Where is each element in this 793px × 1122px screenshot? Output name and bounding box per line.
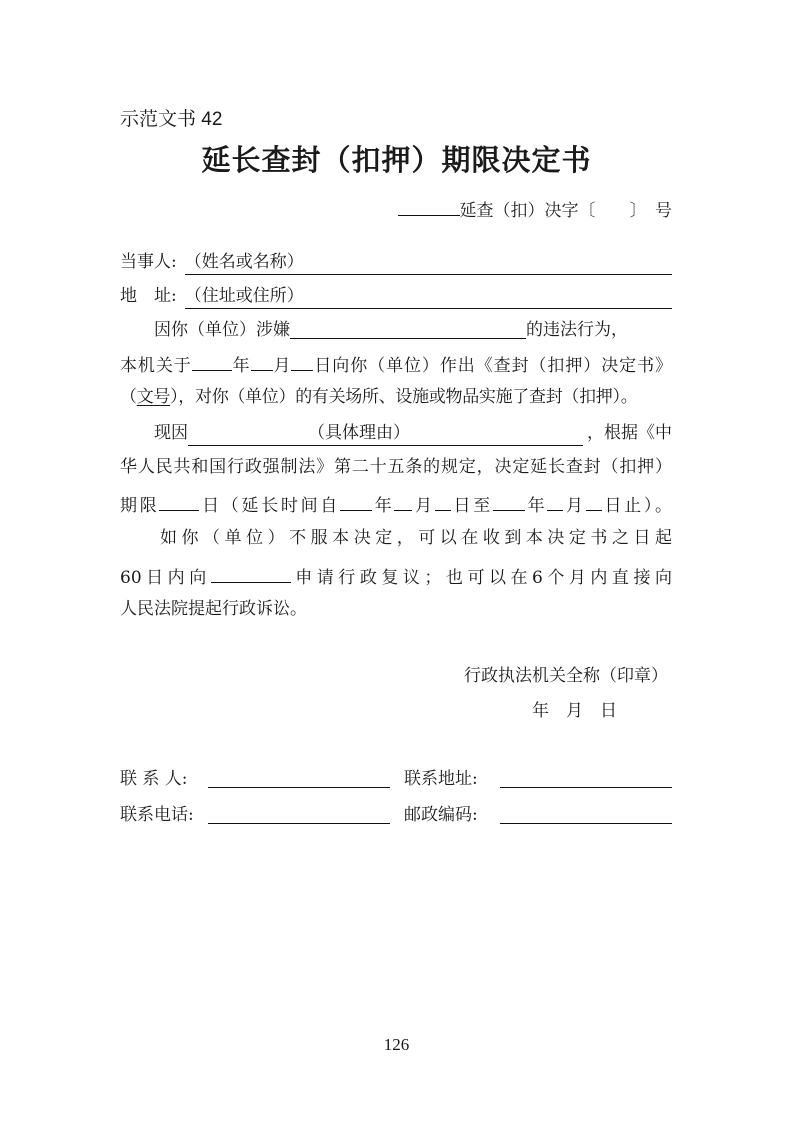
party-field	[185, 250, 672, 275]
blank	[394, 490, 412, 511]
text: 因你（单位）涉嫌	[154, 320, 290, 340]
blank	[291, 350, 313, 371]
blank	[251, 350, 273, 371]
text: 的违法行为，	[526, 320, 628, 340]
body-line-8	[120, 562, 672, 590]
address-field	[185, 284, 672, 309]
postcode-field	[500, 803, 672, 824]
document-number-hint: 文号	[136, 387, 171, 407]
text: 日向你（单位）作出《查封（扣押）决定书》	[313, 356, 673, 376]
text: 华人民共和国行政强制法》第二十五条的规定，决定延长查封（扣押）	[120, 457, 672, 477]
text: 月	[272, 356, 292, 376]
reason-hint: （具体理由）	[308, 423, 410, 443]
party-row	[120, 250, 672, 275]
blank	[586, 490, 602, 511]
text: ，根据《中	[587, 423, 672, 443]
contact-phone-field	[208, 803, 390, 824]
body-line-9	[120, 597, 672, 621]
offense-blank	[290, 318, 526, 339]
document-label: 示范文书 42	[120, 109, 223, 130]
address-hint: （住址或住所）	[184, 286, 304, 306]
text: 申请行政复议；也可以在6个月内直接向	[290, 568, 672, 588]
postcode-label: 邮政编码:	[404, 805, 478, 825]
body-line-2	[120, 350, 672, 378]
contact-address-field	[500, 767, 672, 788]
contact-person-label: 联 系 人:	[120, 769, 188, 789]
party-label: 当事人:	[120, 252, 177, 272]
text: 年	[372, 496, 395, 516]
contact-row-2	[120, 803, 672, 827]
body-line-1	[120, 318, 672, 342]
text: 如你（单位）不服本决定，可以在收到本决定书之日起	[160, 528, 672, 548]
contact-row-1	[120, 767, 672, 791]
body-line-3	[120, 385, 672, 409]
blank	[192, 350, 232, 371]
text: 年	[231, 356, 251, 376]
text: 年	[524, 496, 548, 516]
contact-phone-label: 联系电话:	[120, 805, 194, 825]
text: 期限	[120, 496, 160, 516]
address-row	[120, 284, 672, 309]
text: 日（延长时间自	[199, 496, 341, 516]
text: 人民法院提起行政诉讼。	[120, 599, 307, 619]
text: 本机关于	[120, 356, 192, 376]
body-line-4	[120, 421, 672, 446]
blank	[547, 490, 563, 511]
text: 日至	[450, 496, 493, 516]
reference-number	[120, 195, 672, 223]
body-line-6	[120, 490, 672, 518]
blank	[340, 490, 372, 511]
text: 现因	[154, 423, 188, 443]
text: 月	[563, 496, 586, 516]
ref-text: 延查（扣）决字〔 〕 号	[459, 201, 672, 221]
signature-date: 年 月 日	[532, 701, 617, 721]
ref-prefix-blank	[398, 195, 460, 216]
party-hint: （姓名或名称）	[184, 252, 304, 272]
blank	[435, 490, 451, 511]
document-title: 延长查封（扣押）期限决定书	[201, 143, 592, 177]
text: （	[120, 387, 137, 407]
body-line-5	[120, 455, 672, 479]
page-number: 126	[383, 1035, 410, 1054]
review-authority-blank	[211, 562, 291, 583]
text: ），对你（单位）的有关场所、设施或物品实施了查封（扣押）。	[170, 387, 638, 407]
address-label: 地 址:	[120, 286, 177, 306]
text: 60日内向	[120, 568, 211, 588]
text: 日止）。	[601, 496, 673, 516]
authority-seal: 行政执法机关全称（印章）	[464, 666, 668, 686]
blank	[493, 490, 525, 511]
blank	[159, 490, 199, 511]
body-line-7	[120, 526, 672, 550]
text: 月	[412, 496, 435, 516]
contact-person-field	[208, 767, 390, 788]
contact-address-label: 联系地址:	[404, 769, 478, 789]
reason-field	[188, 421, 583, 446]
